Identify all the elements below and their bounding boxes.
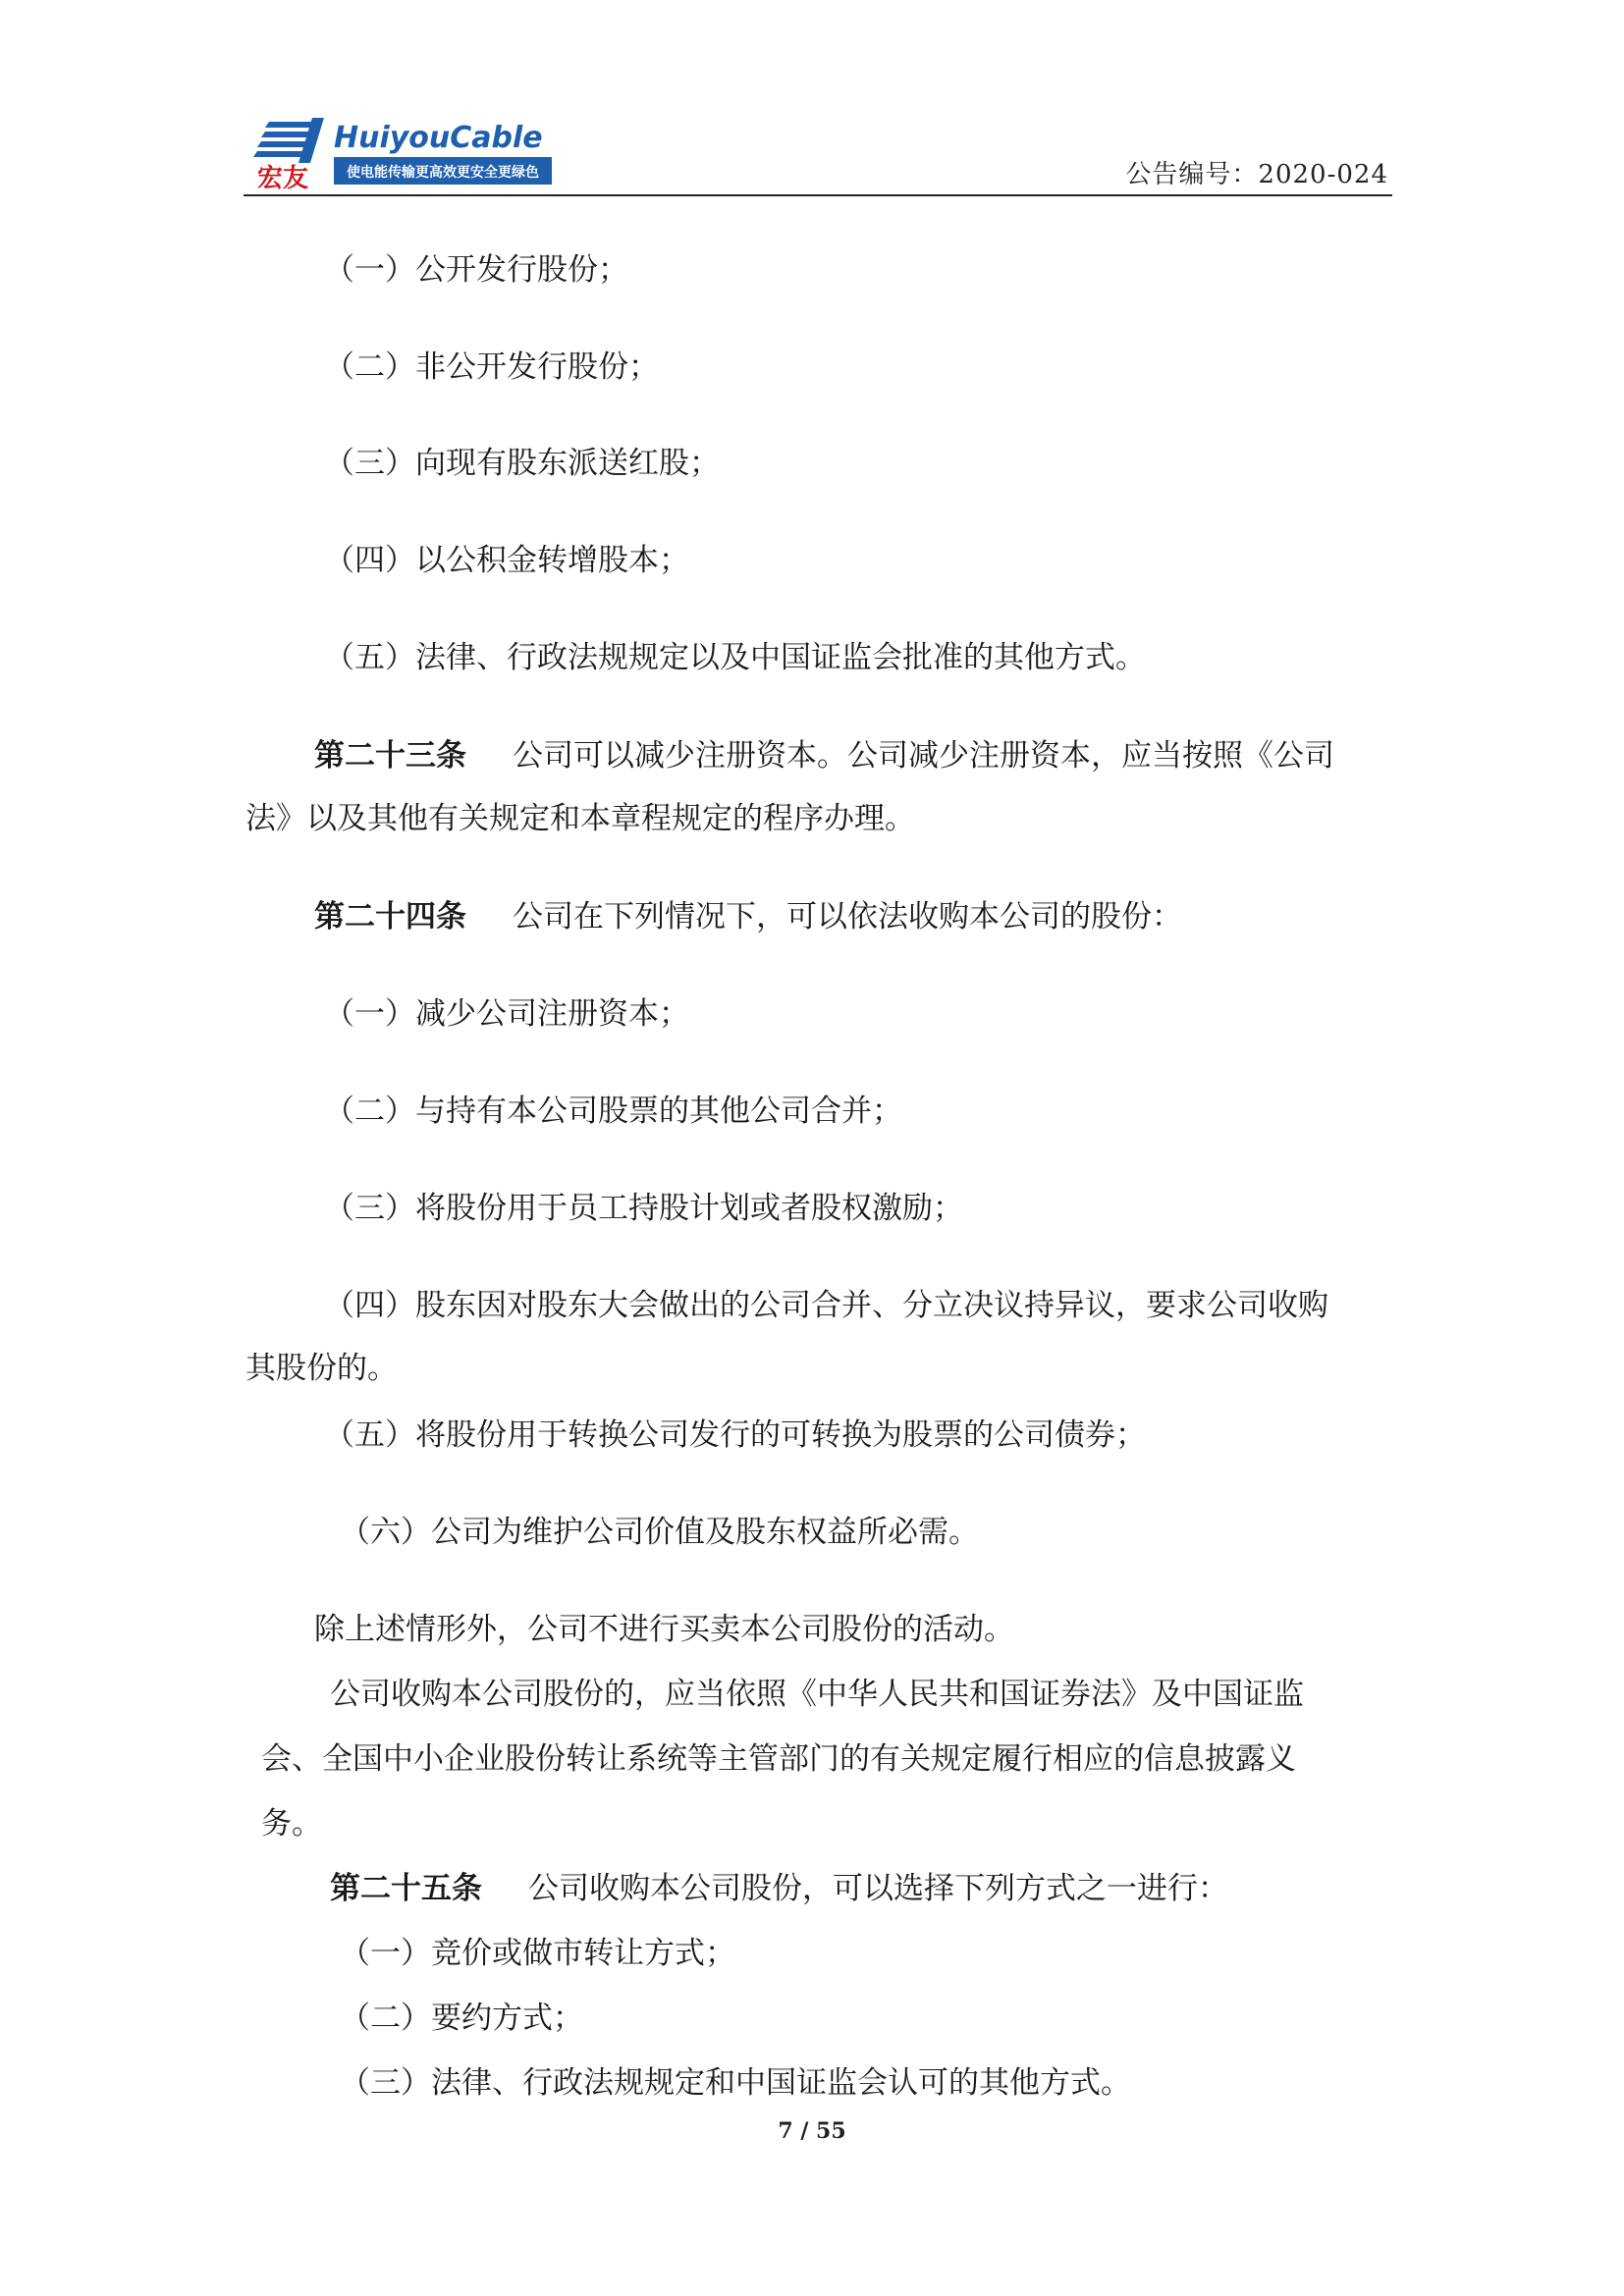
method-item-2: （二）非公开发行股份；	[324, 349, 659, 385]
page-number: 7 / 55	[778, 2118, 846, 2144]
method-item-3: （三）向现有股东派送红股；	[324, 446, 720, 481]
article-23-text-cont: 法》以及其他有关规定和本章程规定的程序办理。	[245, 801, 915, 836]
method-item-1: （一）公开发行股份；	[324, 252, 628, 288]
article-25-title: 第二十五条	[330, 1871, 482, 1906]
method-item-4: （四）以公积金转增股本；	[324, 543, 689, 578]
article-24-item-4-cont: 其股份的。	[245, 1351, 398, 1386]
article-24-paragraph-1: 除上述情形外，公司不进行买卖本公司股份的活动。	[314, 1612, 1014, 1647]
notice-number: 公告编号：2020-024	[1125, 160, 1388, 189]
method-item-5: （五）法律、行政法规规定以及中国证监会批准的其他方式。	[324, 640, 1146, 675]
logo-brand-text: HuiyouCable	[334, 121, 543, 155]
article-23-title: 第二十三条	[314, 738, 466, 774]
page-header	[244, 108, 1392, 196]
logo-mark-icon	[253, 118, 324, 163]
logo-cn-text: 宏友	[257, 164, 309, 190]
article-25-text: 公司收购本公司股份，可以选择下列方式之一进行：	[528, 1871, 1228, 1906]
article-24-item-1: （一）减少公司注册资本；	[324, 996, 689, 1032]
article-25-item-3: （三）法律、行政法规规定和中国证监会认可的其他方式。	[340, 2065, 1131, 2101]
logo-slogan-text: 使电能传输更高效更安全更绿色	[347, 165, 539, 181]
article-24-item-3: （三）将股份用于员工持股计划或者股权激励；	[324, 1191, 963, 1226]
company-logo	[251, 112, 575, 190]
article-24-paragraph-2-cont: 会、全国中小企业股份转让系统等主管部门的有关规定履行相应的信息披露义	[261, 1741, 1296, 1777]
article-24-item-5: （五）将股份用于转换公司发行的可转换为股票的公司债券；	[324, 1417, 1146, 1453]
article-24-title: 第二十四条	[314, 899, 466, 934]
article-24-item-2: （二）与持有本公司股票的其他公司合并；	[324, 1094, 902, 1129]
article-24-paragraph-2-end: 务。	[261, 1806, 322, 1842]
article-24-item-4: （四）股东因对股东大会做出的公司合并、分立决议持异议，要求公司收购	[324, 1288, 1328, 1323]
article-25-item-1: （一）竞价或做市转让方式；	[340, 1936, 735, 1971]
article-23-text: 公司可以减少注册资本。公司减少注册资本，应当按照《公司	[513, 738, 1334, 774]
article-24-item-6: （六）公司为维护公司价值及股东权益所必需。	[340, 1515, 979, 1550]
article-24-paragraph-2: 公司收购本公司股份的，应当依照《中华人民共和国证券法》及中国证监	[330, 1677, 1304, 1712]
article-25-item-2: （二）要约方式；	[340, 2001, 583, 2036]
article-24-text: 公司在下列情况下，可以依法收购本公司的股份：	[513, 899, 1182, 934]
